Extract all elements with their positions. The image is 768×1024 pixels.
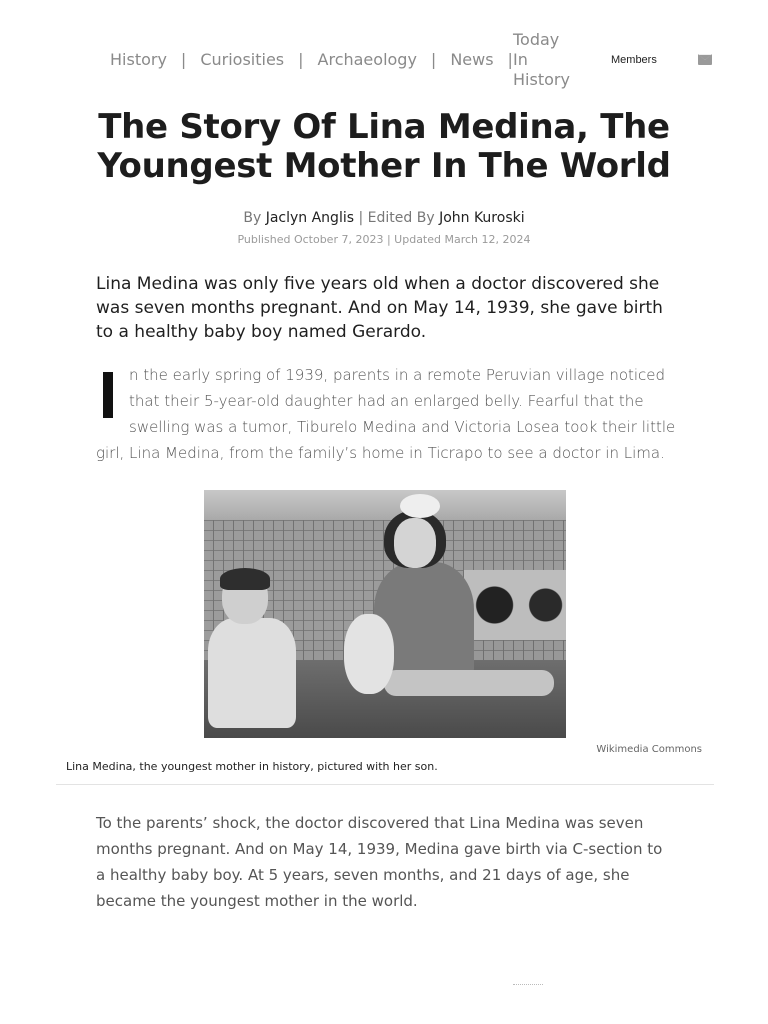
- nav-link-news[interactable]: News: [450, 50, 494, 69]
- nav-separator: |: [430, 50, 437, 69]
- photo-credit: Wikimedia Commons: [596, 744, 702, 755]
- nav-links: [110, 50, 527, 69]
- author-link[interactable]: Jaclyn Anglis: [265, 210, 355, 226]
- nav-today-line-1: Today: [513, 30, 560, 49]
- published-date: Published October 7, 2023: [237, 233, 384, 246]
- top-nav: [0, 30, 768, 90]
- nav-separator: |: [180, 50, 187, 69]
- nav-today-line-3: History: [513, 70, 570, 89]
- byline-separator: |: [358, 210, 364, 226]
- article-photo: [204, 490, 566, 738]
- article-dates: [0, 233, 768, 246]
- nav-today-line-2: In: [513, 50, 528, 69]
- editor-link[interactable]: John Kuroski: [439, 210, 525, 226]
- article-lead: Lina Medina was only five years old when a doctor discovered she was seven months pregnant. And on May 14, 1939, she gave birth to a healthy baby boy named Gerardo.: [96, 274, 663, 342]
- dates-separator: |: [386, 233, 391, 246]
- nav-link-curiosities[interactable]: Curiosities: [200, 50, 285, 69]
- by-label: By: [243, 210, 262, 226]
- drop-cap-i: [96, 368, 129, 428]
- edited-by-label: Edited By: [367, 210, 435, 226]
- nav-link-today-in-history[interactable]: [513, 30, 577, 90]
- nav-link-history[interactable]: History: [110, 50, 167, 69]
- article-title: The Story Of Lina Medina, The Youngest Mother In The World: [97, 107, 671, 186]
- article-paragraph-1: [96, 362, 676, 466]
- nav-separator: |: [298, 50, 304, 69]
- nav-separator: |: [507, 50, 513, 69]
- envelope-icon[interactable]: [698, 54, 712, 65]
- members-link[interactable]: Members: [611, 54, 657, 66]
- nav-link-archaeology[interactable]: Archaeology: [317, 50, 417, 69]
- caption-divider: [56, 784, 714, 785]
- paragraph-1-text: n the early spring of 1939, parents in a remote Peruvian village noticed that their 5-year-old daughter had an enlarged belly. Fearful that the swelling was a tumor, Tiburelo Medina and Victoria Losea took their little girl, Lina Medina, from the family’s home in Ticrapo to see a doctor in Lima.: [96, 366, 676, 462]
- bottom-fragment: [513, 984, 543, 988]
- updated-date: Updated March 12, 2024: [394, 233, 531, 246]
- byline: [0, 210, 768, 226]
- article-paragraph-2: To the parents’ shock, the doctor discovered that Lina Medina was seven months pregnant. And on May 14, 1939, Medina gave birth via C-section to a healthy baby boy. At 5 years, seven months, and 21 days of age, she became the youngest mother in the world.: [96, 814, 663, 910]
- photo-caption: Lina Medina, the youngest mother in history, pictured with her son.: [66, 760, 438, 773]
